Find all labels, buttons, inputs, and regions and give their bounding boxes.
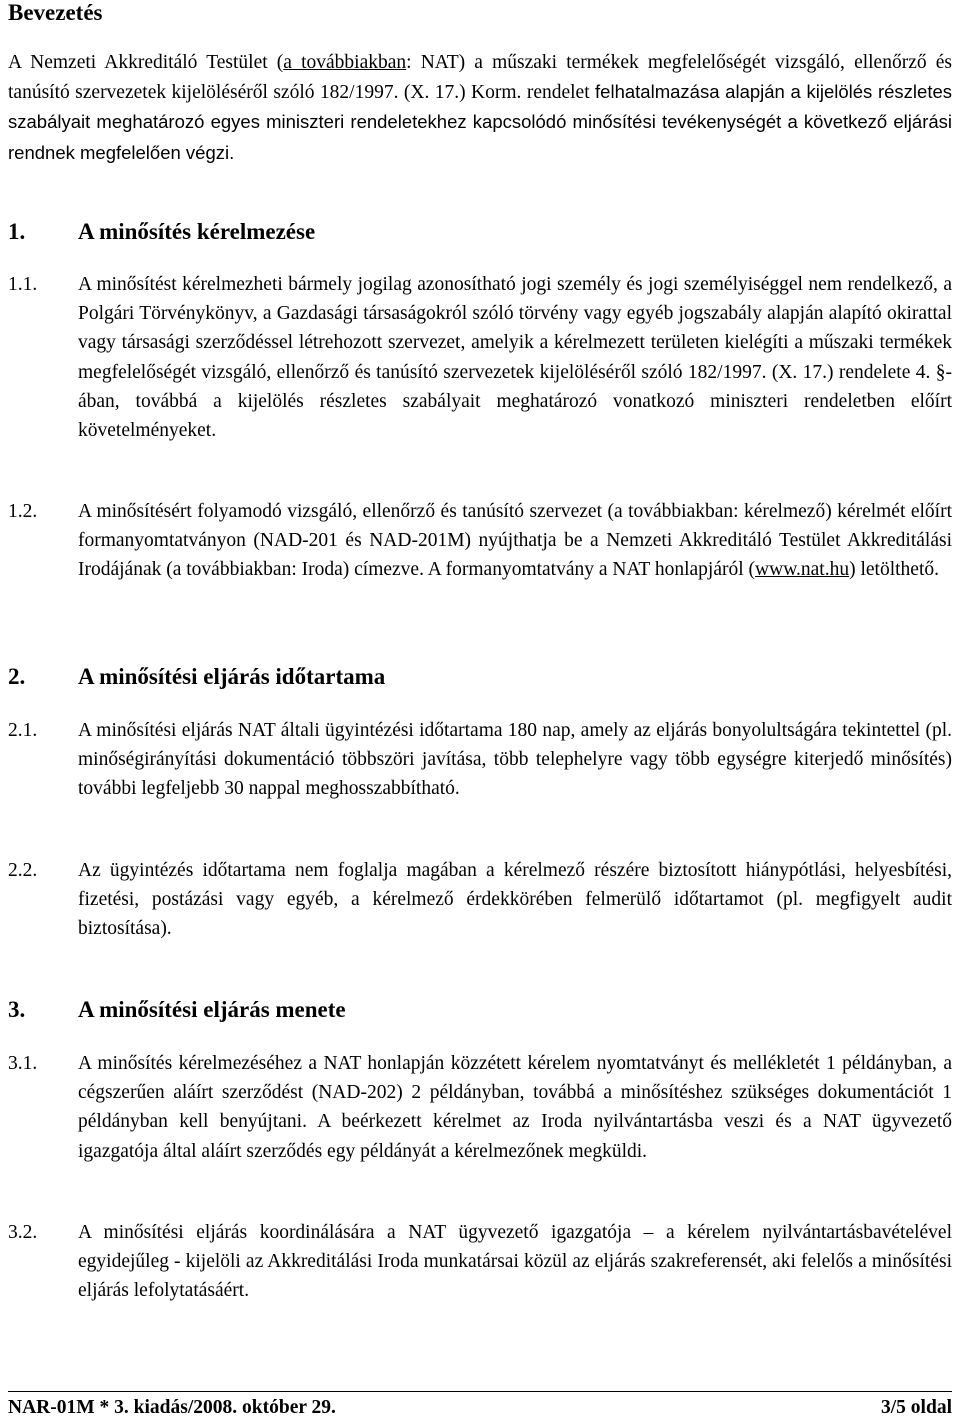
item-text: Az ügyintézés időtartama nem foglalja magában a kérelmező részére biztosított hiánypótlási, helyesbítési, fizetési, postázási vagy egyéb, a kérelmező érdekkörében felmerülő időtartamot (pl. megfigyelt audit biztosítása).	[78, 860, 952, 940]
item-text-before-link: A minősítésért folyamodó vizsgáló, ellenőrző és tanúsító szervezet (a továbbiakban: kérelmező) kérelmét előírt formanyomtatványon (NAD-201 és NAD-201M) nyújthatja be a Nemzeti Akkreditáló Testület Akkreditálási Irodájának (a továbbiakban: Iroda) címezve. A formanyomtatvány a NAT honlapjáról (	[78, 501, 952, 581]
item-2-2	[8, 856, 952, 944]
section-3-heading	[8, 995, 346, 1025]
document-title: Bevezetés	[8, 0, 103, 25]
item-text: A minősítési eljárás koordinálására a NAT ügyvezető igazgatója – a kérelem nyilvántartásbavételével egyidejűleg - kijelöli az Akkreditálási Iroda munkatársai közül az eljárás szakreferensét, aki felelős a minősítési eljárás lefolytatásáért.	[78, 1222, 952, 1302]
section-title: A minősítés kérelmezése	[78, 219, 316, 244]
item-1-1	[8, 270, 952, 445]
item-3-2	[8, 1218, 952, 1306]
intro-text-1: A Nemzeti Akkreditáló Testület (	[8, 52, 284, 73]
section-2-heading	[8, 662, 385, 692]
item-number: 1.1.	[8, 274, 38, 295]
intro-text-2: : NAT) a műszaki termékek megfelelőségét vizsgáló, ellenőrző és tanúsító szervezetek kijelöléséről szóló 182/1997. (X. 17.) Korm. rendelet	[8, 52, 952, 104]
section-1-heading	[8, 217, 315, 247]
intro-paragraph	[8, 48, 952, 168]
footer-page-number: 3/5 oldal	[881, 1397, 952, 1418]
item-number: 3.2.	[8, 1222, 38, 1243]
item-text-after-link: ) letölthető.	[849, 559, 939, 581]
item-number: 2.1.	[8, 720, 38, 741]
item-number: 3.1.	[8, 1053, 38, 1074]
section-number: 3.	[8, 997, 26, 1022]
section-number: 2.	[8, 664, 26, 689]
item-3-1	[8, 1049, 952, 1166]
footer-document-id: NAR-01M * 3. kiadás/2008. október 29.	[8, 1397, 336, 1418]
item-text: A minősítést kérelmezheti bármely jogilag azonosítható jogi személy és jogi személyiséggel nem rendelkező, a Polgári Törvénykönyv, a Gazdasági társaságokról szóló törvény vagy egyéb jogszabály alapján alapító okirattal vagy társasági szerződéssel létrehozott szervezet, amelyik a kérelmezett területen kielégíti a műszaki termékek megfelelőségét vizsgáló, ellenőrző és tanúsító szervezetek kijelöléséről szóló 182/1997. (X. 17.) rendelete 4. §-ában, továbbá a kijelölés részletes szabályait meghatározó vonatkozó miniszteri rendeletben előírt követelményeket.	[78, 274, 952, 442]
item-text: A minősítés kérelmezéséhez a NAT honlapján közzétett kérelem nyomtatványt és mellékletét 1 példányban, a cégszerűen aláírt szerződést (NAD-202) 2 példányban, továbbá a minősítéshez szükséges dokumentációt 1 példányban kell benyújtani. A beérkezett kérelmet az Iroda nyilvántartásba veszi és a NAT ügyvezető igazgatója által aláírt szerződés egy példányát a kérelmezőnek megküldi.	[78, 1053, 952, 1162]
intro-underlined-text: a továbbiakban	[283, 52, 407, 73]
item-1-2	[8, 497, 952, 585]
item-2-1	[8, 716, 952, 804]
intro-text-3: felhatalmazása alapján a kijelölés részletes szabályait meghatározó egyes miniszteri rendeletekhez kapcsolódó minősítési tevékenységét a következő eljárási rendnek megfelelően végzi.	[8, 81, 953, 163]
item-number: 1.2.	[8, 501, 38, 522]
section-title: A minősítési eljárás időtartama	[78, 664, 386, 689]
item-text	[78, 497, 952, 585]
section-number: 1.	[8, 219, 26, 244]
section-title: A minősítési eljárás menete	[78, 997, 346, 1022]
item-number: 2.2.	[8, 860, 38, 881]
footer-divider	[8, 1391, 952, 1392]
item-text: A minősítési eljárás NAT általi ügyintézési időtartama 180 nap, amely az eljárás bonyolultságára tekintettel (pl. minőségirányítási dokumentáció többszöri javítása, több telephelyre vagy több egységre kiterjedő minősítés) további legfeljebb 30 nappal meghosszabbítható.	[78, 720, 952, 800]
nat-website-link[interactable]: www.nat.hu	[755, 559, 850, 581]
